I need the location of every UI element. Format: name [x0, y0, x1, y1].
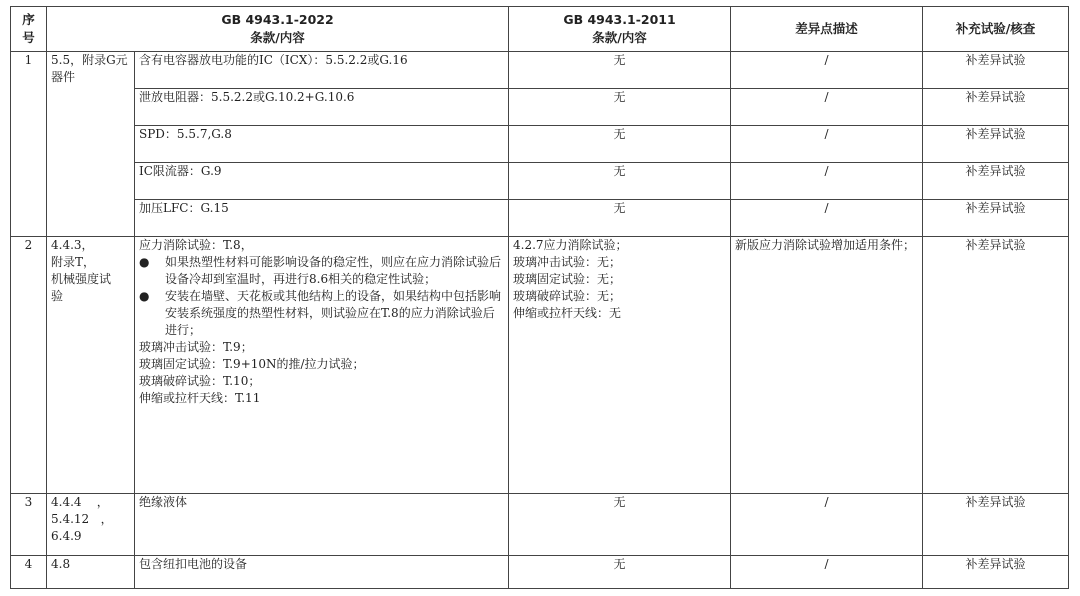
diff-cell: /	[731, 89, 923, 126]
old-cell: 无	[509, 52, 731, 89]
bullet-item: ● 如果热塑性材料可能影响设备的稳定性，则应在应力消除试验后设备冷却到室温时，再进行8.6相关的稳定性试验；	[139, 255, 502, 286]
clause-cell: 4.8	[47, 556, 135, 589]
old-cell: 4.2.7应力消除试验； 玻璃冲击试验：无； 玻璃固定试验：无； 玻璃破碎试验：无； 伸缩或拉杆天线：无	[509, 237, 731, 494]
table-row	[11, 163, 1069, 200]
diff-cell: /	[731, 556, 923, 589]
supplement-cell: 补差异试验	[923, 237, 1069, 494]
supplement-cell: 补差异试验	[923, 556, 1069, 589]
table-row	[11, 494, 1069, 556]
table-row	[11, 200, 1069, 237]
diff-cell: 新版应力消除试验增加适用条件；	[731, 237, 923, 494]
old-cell: 无	[509, 126, 731, 163]
old-cell: 无	[509, 200, 731, 237]
content-cell: 应力消除试验：T.8， ● 如果热塑性材料可能影响设备的稳定性，则应在应力消除试验后设备冷却到室温时，再进行8.6相关的稳定性试验； ● 安装在墙壁、天花板或其他结构上的设备，如果结构中包括影响安装系统强度的热塑性材料，则试验应在T.8的应力消除试验后进行； 玻璃冲击试验：T.9； 玻璃固定试验：T.9+10N的推/拉力试验； 玻璃破碎试验：T.10； 伸缩或拉杆天线：T.11	[135, 237, 509, 494]
bullet-item: ● 安装在墙壁、天花板或其他结构上的设备，如果结构中包括影响安装系统强度的热塑性材料，则试验应在T.8的应力消除试验后进行；	[139, 289, 502, 337]
supplement-cell: 补差异试验	[923, 89, 1069, 126]
header-supplement: 补充试验/核查	[923, 7, 1069, 52]
diff-cell: /	[731, 200, 923, 237]
old-cell: 无	[509, 494, 731, 556]
content-cell: 含有电容器放电功能的IC（ICX）：5.5.2.2或G.16	[135, 52, 509, 89]
row-number: 3	[11, 494, 47, 556]
header-old-standard: GB 4943.1-2011 条款/内容	[509, 7, 731, 52]
header-new-standard: GB 4943.1-2022 条款/内容	[47, 7, 509, 52]
table-row	[11, 126, 1069, 163]
supplement-cell: 补差异试验	[923, 200, 1069, 237]
supplement-cell: 补差异试验	[923, 494, 1069, 556]
clause-cell: 4.4.3， 附录T， 机械强度试 验	[47, 237, 135, 494]
content-cell: SPD：5.5.7,G.8	[135, 126, 509, 163]
row-number: 2	[11, 237, 47, 494]
header-diff: 差异点描述	[731, 7, 923, 52]
diff-cell: /	[731, 52, 923, 89]
table-row	[11, 52, 1069, 89]
row-number: 1	[11, 52, 47, 237]
content-cell: 泄放电阻器：5.5.2.2或G.10.2+G.10.6	[135, 89, 509, 126]
content-cell: 加压LFC：G.15	[135, 200, 509, 237]
old-cell: 无	[509, 556, 731, 589]
supplement-cell: 补差异试验	[923, 163, 1069, 200]
content-cell: 绝缘液体	[135, 494, 509, 556]
comparison-table	[10, 6, 1069, 589]
old-cell: 无	[509, 89, 731, 126]
row-number: 4	[11, 556, 47, 589]
content-cell: IC限流器：G.9	[135, 163, 509, 200]
diff-cell: /	[731, 126, 923, 163]
clause-cell: 5.5，附录G元器件	[47, 52, 135, 237]
old-cell: 无	[509, 163, 731, 200]
supplement-cell: 补差异试验	[923, 126, 1069, 163]
clause-cell: 4.4.4 ， 5.4.12 ， 6.4.9	[47, 494, 135, 556]
diff-cell: /	[731, 494, 923, 556]
supplement-cell: 补差异试验	[923, 52, 1069, 89]
diff-cell: /	[731, 163, 923, 200]
table-row	[11, 89, 1069, 126]
table-row	[11, 556, 1069, 589]
table-row	[11, 237, 1069, 494]
content-cell: 包含纽扣电池的设备	[135, 556, 509, 589]
header-seq: 序 号	[11, 7, 47, 52]
header-row	[11, 7, 1069, 52]
